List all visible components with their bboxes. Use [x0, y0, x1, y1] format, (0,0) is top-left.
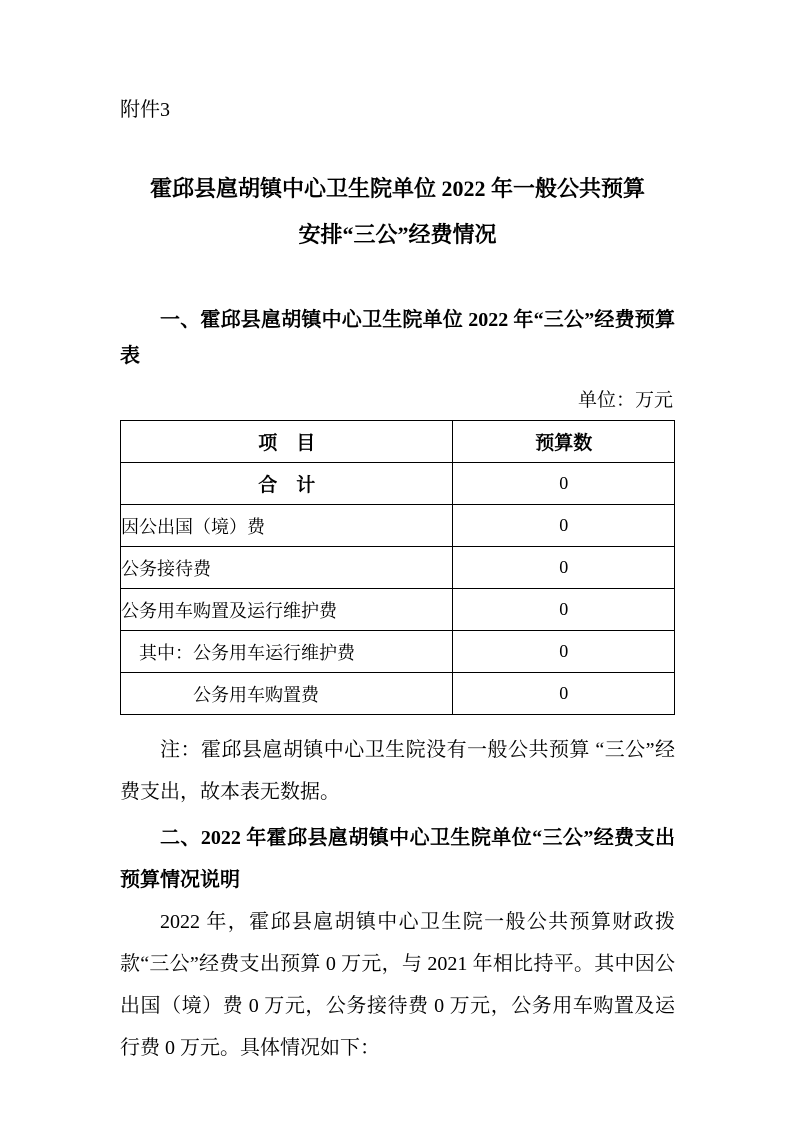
row-label-vehicle-total: 公务用车购置及运行维护费: [121, 589, 453, 631]
table-row: [121, 505, 675, 547]
row-label-vehicle-purchase: 公务用车购置费: [121, 673, 453, 715]
table-header-row: [121, 421, 675, 463]
unit-label: 单位：万元: [577, 390, 673, 411]
row-value-abroad-fee: 0: [453, 505, 675, 547]
section2-heading: 二、2022 年霍邱县扈胡镇中心卫生院单位“三公”经费支出预算情况说明: [120, 827, 675, 891]
column-header-item: 项 目: [121, 421, 453, 463]
row-label-abroad-fee: 因公出国（境）费: [121, 505, 453, 547]
row-value-total: 0: [453, 463, 675, 505]
row-value-vehicle-maintenance: 0: [453, 631, 675, 673]
document-title: [120, 166, 675, 258]
attachment-label: 附件3: [120, 99, 170, 121]
table-note: 注：霍邱县扈胡镇中心卫生院没有一般公共预算 “三公”经费支出，故本表无数据。: [120, 739, 675, 803]
row-label-total: 合 计: [121, 463, 453, 505]
summary-paragraph: 2022 年，霍邱县扈胡镇中心卫生院一般公共预算财政拨款“三公”经费支出预算 0 万元，与 2021 年相比持平。其中因公出国（境）费 0 万元，公务接待费 0 万元，公务用车购置及运行费 0 万元。具体情况如下：: [120, 911, 675, 1059]
table-row: [121, 589, 675, 631]
table-row-total: [121, 463, 675, 505]
row-label-reception-fee: 公务接待费: [121, 547, 453, 589]
column-header-budget: 预算数: [453, 421, 675, 463]
title-line-2: 安排“三公”经费情况: [298, 222, 497, 247]
table-row: [121, 547, 675, 589]
table-row: [121, 673, 675, 715]
table-row: [121, 631, 675, 673]
row-label-vehicle-maintenance: 其中：公务用车运行维护费: [121, 631, 453, 673]
row-value-vehicle-total: 0: [453, 589, 675, 631]
budget-table: [120, 420, 675, 715]
section1-heading: 一、霍邱县扈胡镇中心卫生院单位 2022 年“三公”经费预算表: [120, 309, 675, 367]
row-value-reception-fee: 0: [453, 547, 675, 589]
row-value-vehicle-purchase: 0: [453, 673, 675, 715]
title-line-1: 霍邱县扈胡镇中心卫生院单位 2022 年一般公共预算: [149, 176, 645, 201]
